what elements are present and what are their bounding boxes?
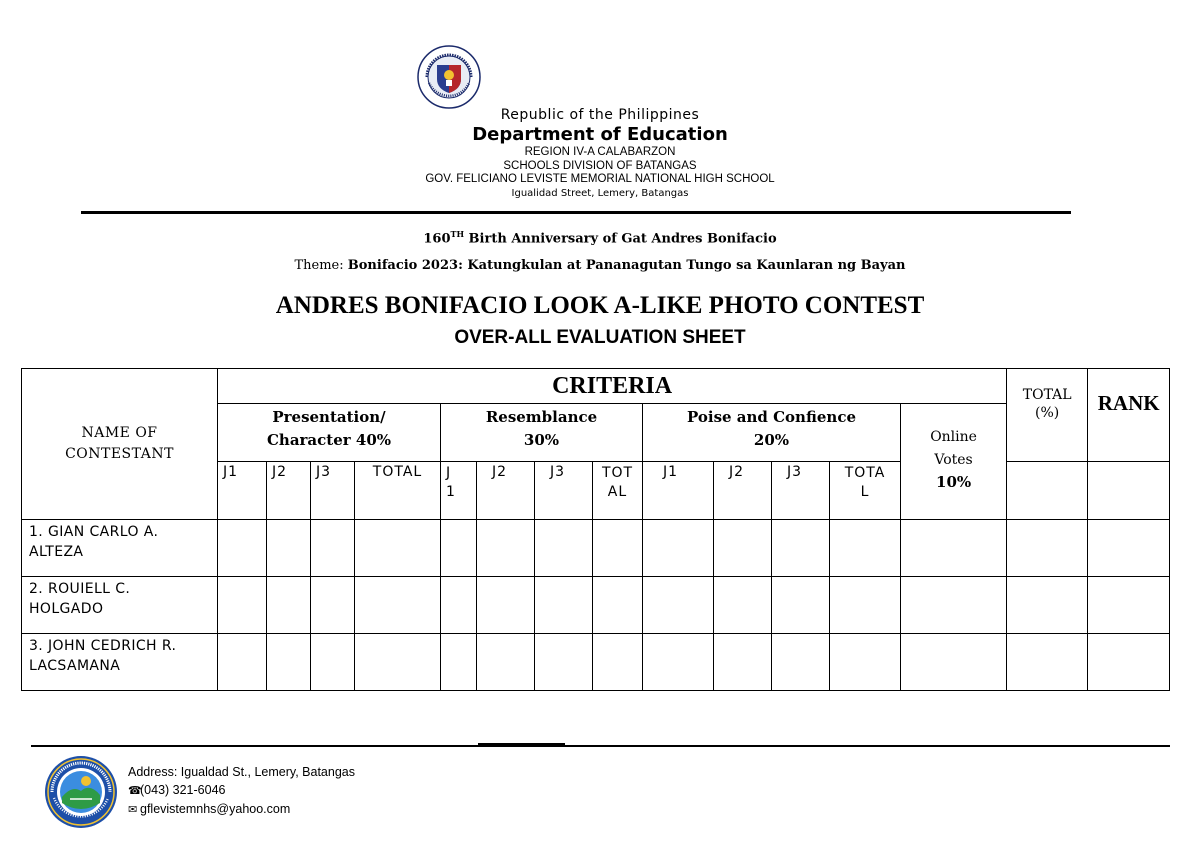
poise-j2: J2 — [714, 462, 772, 520]
score-cell[interactable] — [830, 577, 901, 634]
contestant-name-line2: HOLGADO — [29, 601, 104, 617]
score-cell[interactable] — [355, 634, 441, 691]
score-cell[interactable] — [218, 634, 267, 691]
poise-j1: J1 — [643, 462, 714, 520]
region-label: REGION IV-A CALABARZON — [524, 146, 676, 158]
res-j2: J2 — [477, 462, 535, 520]
score-cell[interactable] — [643, 520, 714, 577]
score-cell[interactable] — [714, 520, 772, 577]
mail-icon: ✉ — [128, 804, 138, 816]
criteria-header: CRITERIA — [218, 369, 1007, 404]
criterion-poise-label: Poise and Confience — [686, 408, 856, 426]
criterion-presentation — [218, 404, 441, 462]
school-name: GOV. FELICIANO LEVISTE MEMORIAL NATIONAL HIGH SCHOOL — [425, 173, 775, 185]
footer-email[interactable]: gflevistemnhs@yahoo.com — [140, 802, 291, 816]
total-header — [1007, 369, 1088, 462]
poise-total — [830, 462, 901, 520]
poise-j3: J3 — [772, 462, 830, 520]
res-j1 — [441, 462, 477, 520]
score-cell[interactable] — [643, 577, 714, 634]
score-cell[interactable] — [267, 634, 311, 691]
score-cell[interactable] — [643, 634, 714, 691]
school-address: Igualidad Street, Lemery, Batangas — [511, 187, 689, 199]
score-cell[interactable] — [772, 577, 830, 634]
letterhead — [300, 106, 900, 201]
anniversary-line — [200, 229, 1000, 246]
score-cell[interactable] — [1088, 520, 1170, 577]
table-row — [22, 634, 1170, 691]
rank-blank-header — [1088, 462, 1170, 520]
score-cell[interactable] — [901, 520, 1007, 577]
score-cell[interactable] — [355, 577, 441, 634]
score-cell[interactable] — [901, 634, 1007, 691]
theme-label: Theme: — [294, 258, 348, 273]
res-j1-b: 1 — [446, 484, 456, 500]
contestant-name-line1: 3. JOHN CEDRICH R. — [29, 638, 177, 654]
criterion-resemblance-weight: 30% — [523, 431, 560, 449]
school-seal-logo — [44, 755, 118, 829]
criterion-presentation-weight: Character 40% — [266, 431, 392, 449]
score-cell[interactable] — [535, 577, 593, 634]
score-cell[interactable] — [311, 520, 355, 577]
score-cell[interactable] — [593, 520, 643, 577]
pres-j1: J1 — [218, 462, 267, 520]
table-row — [22, 577, 1170, 634]
pres-j2: J2 — [267, 462, 311, 520]
contestant-name — [22, 577, 218, 634]
department-label: Department of Education — [472, 124, 728, 145]
contestant-name-line2: LACSAMANA — [29, 658, 121, 674]
republic-label: Republic of the Philippines — [500, 107, 700, 123]
score-cell[interactable] — [311, 577, 355, 634]
footer-contact — [128, 763, 355, 819]
criterion-resemblance — [441, 404, 643, 462]
score-cell[interactable] — [1088, 634, 1170, 691]
contestant-name-line1: 2. ROUIELL C. — [29, 581, 131, 597]
anniversary-text: Birth Anniversary of Gat Andres Bonifacio — [464, 231, 777, 247]
rank-header: RANK — [1088, 369, 1170, 462]
contestant-name — [22, 520, 218, 577]
score-cell[interactable] — [1088, 577, 1170, 634]
poise-total-b: L — [860, 484, 870, 500]
score-cell[interactable] — [772, 634, 830, 691]
total-blank-header — [1007, 462, 1088, 520]
total-header-label: TOTAL — [1022, 387, 1072, 403]
name-header — [22, 369, 218, 520]
res-j3: J3 — [535, 462, 593, 520]
score-cell[interactable] — [477, 520, 535, 577]
res-j1-a: J — [446, 465, 452, 481]
res-total-b: AL — [607, 484, 628, 500]
deped-seal-logo — [417, 45, 481, 109]
criterion-poise — [643, 404, 901, 462]
score-cell[interactable] — [1007, 634, 1088, 691]
anniversary-number: 160 — [423, 231, 451, 247]
pres-total: TOTAL — [355, 462, 441, 520]
res-total — [593, 462, 643, 520]
score-cell[interactable] — [311, 634, 355, 691]
pres-j3: J3 — [311, 462, 355, 520]
score-cell[interactable] — [441, 520, 477, 577]
score-cell[interactable] — [535, 520, 593, 577]
score-cell[interactable] — [772, 520, 830, 577]
online-votes-header — [901, 404, 1007, 520]
score-cell[interactable] — [218, 520, 267, 577]
criterion-presentation-label: Presentation/ — [272, 408, 386, 426]
score-cell[interactable] — [267, 577, 311, 634]
poise-total-a: TOTA — [844, 465, 886, 481]
online-votes-weight: 10% — [936, 473, 972, 491]
table-row — [22, 520, 1170, 577]
score-cell[interactable] — [901, 577, 1007, 634]
score-cell[interactable] — [267, 520, 311, 577]
evaluation-table — [21, 368, 1170, 691]
criterion-resemblance-label: Resemblance — [485, 408, 598, 426]
contestant-name — [22, 634, 218, 691]
res-total-a: TOT — [601, 465, 634, 481]
name-header-label: NAME OF CONTESTANT — [65, 425, 174, 462]
score-cell[interactable] — [218, 577, 267, 634]
footer-address: Address: Igualdad St., Lemery, Batangas — [128, 765, 355, 779]
online-votes-label: Online Votes — [930, 429, 977, 468]
score-cell[interactable] — [535, 634, 593, 691]
score-cell[interactable] — [830, 520, 901, 577]
score-cell[interactable] — [477, 634, 535, 691]
footer-phone: (043) 321-6046 — [140, 783, 226, 797]
division-label: SCHOOLS DIVISION OF BATANGAS — [503, 159, 697, 172]
score-cell[interactable] — [1007, 577, 1088, 634]
score-cell[interactable] — [441, 634, 477, 691]
score-cell[interactable] — [441, 577, 477, 634]
contestant-name-line2: ALTEZA — [29, 544, 84, 560]
sheet-title: OVER-ALL EVALUATION SHEET — [454, 327, 746, 348]
score-cell[interactable] — [593, 577, 643, 634]
total-header-unit: (%) — [1035, 405, 1060, 421]
score-cell[interactable] — [477, 577, 535, 634]
phone-icon: ☎ — [128, 785, 142, 797]
theme-text: Bonifacio 2023: Katungkulan at Pananagutan Tungo sa Kaunlaran ng Bayan — [347, 258, 906, 273]
score-cell[interactable] — [714, 634, 772, 691]
contestant-name-line1: 1. GIAN CARLO A. — [29, 524, 159, 540]
score-cell[interactable] — [355, 520, 441, 577]
score-cell[interactable] — [830, 634, 901, 691]
anniversary-suffix: TH — [450, 229, 465, 239]
theme-line — [150, 258, 1050, 273]
score-cell[interactable] — [593, 634, 643, 691]
footer-divider — [31, 745, 1170, 747]
header-divider — [81, 211, 1071, 214]
footer-phone-row — [128, 781, 355, 800]
contest-title: ANDRES BONIFACIO LOOK A-LIKE PHOTO CONTEST — [275, 292, 925, 319]
criterion-poise-weight: 20% — [753, 431, 790, 449]
footer-email-row — [128, 800, 355, 819]
score-cell[interactable] — [1007, 520, 1088, 577]
score-cell[interactable] — [714, 577, 772, 634]
